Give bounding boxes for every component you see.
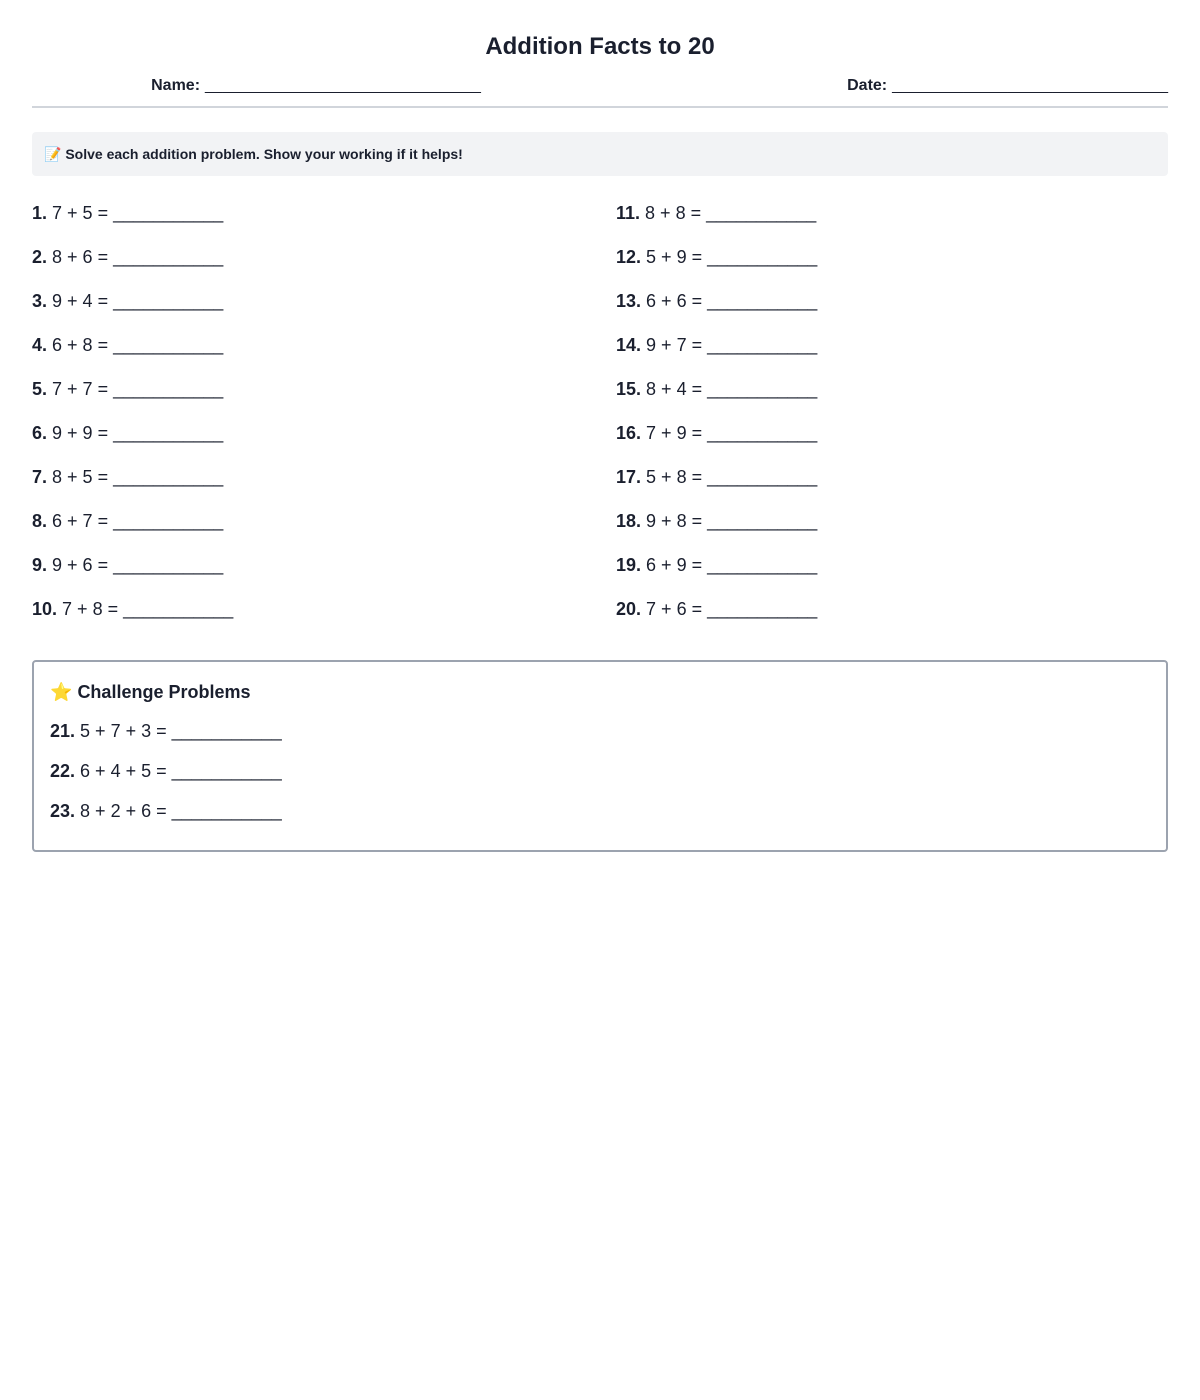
problem-expression: 8 + 8 = — [645, 203, 702, 223]
date-field[interactable]: _______________________________ — [892, 77, 1168, 94]
problem — [50, 800, 1150, 840]
problem-expression: 9 + 4 = — [52, 291, 109, 311]
problem-number: 20. — [616, 599, 642, 619]
problem-number: 19. — [616, 555, 642, 575]
problem-number: 23. — [50, 801, 76, 821]
worksheet — [32, 0, 1168, 1400]
problem-expression: 6 + 9 = — [646, 555, 703, 575]
problem — [32, 334, 584, 378]
problem-expression: 9 + 8 = — [646, 511, 703, 531]
problem-number: 10. — [32, 599, 58, 619]
problem — [616, 598, 1168, 642]
problem-number: 14. — [616, 335, 642, 355]
problem-expression: 9 + 9 = — [52, 423, 109, 443]
problem-expression: 7 + 9 = — [646, 423, 703, 443]
problem — [32, 378, 584, 422]
name-group — [32, 77, 600, 95]
problem-number: 17. — [616, 467, 642, 487]
answer-blank[interactable]: ___________ — [113, 555, 224, 575]
page-title: Addition Facts to 20 — [485, 33, 715, 60]
problem-expression: 8 + 6 = — [52, 247, 109, 267]
problem — [50, 760, 1150, 800]
problem — [32, 202, 584, 246]
problem-number: 2. — [32, 247, 48, 267]
problem — [32, 598, 584, 642]
problem-expression: 7 + 7 = — [52, 379, 109, 399]
problem-expression: 6 + 6 = — [646, 291, 703, 311]
problem-grid — [32, 202, 1168, 642]
problem-number: 11. — [616, 203, 641, 223]
answer-blank[interactable]: ___________ — [113, 247, 224, 267]
problem-expression: 8 + 5 = — [52, 467, 109, 487]
answer-blank[interactable]: ___________ — [706, 203, 817, 223]
problem — [616, 202, 1168, 246]
answer-blank[interactable]: ___________ — [123, 599, 234, 619]
problem — [616, 378, 1168, 422]
challenge-box — [32, 660, 1168, 852]
answer-blank[interactable]: ___________ — [113, 467, 224, 487]
problem-number: 1. — [32, 203, 48, 223]
answer-blank[interactable]: ___________ — [707, 467, 818, 487]
answer-blank[interactable]: ___________ — [707, 335, 818, 355]
problem-expression: 7 + 5 = — [52, 203, 109, 223]
problem-number: 5. — [32, 379, 48, 399]
answer-blank[interactable]: ___________ — [113, 511, 224, 531]
problem-expression: 9 + 7 = — [646, 335, 703, 355]
date-group — [600, 77, 1168, 95]
problem-expression: 7 + 6 = — [646, 599, 703, 619]
problem-number: 12. — [616, 247, 642, 267]
problem-expression: 6 + 4 + 5 = — [80, 761, 167, 781]
problem-number: 21. — [50, 721, 76, 741]
problem-number: 4. — [32, 335, 48, 355]
problem — [616, 334, 1168, 378]
answer-blank[interactable]: ___________ — [113, 203, 224, 223]
problem — [50, 720, 1150, 760]
problem-number: 8. — [32, 511, 48, 531]
problem-number: 16. — [616, 423, 642, 443]
answer-blank[interactable]: ___________ — [707, 555, 818, 575]
challenge-title — [50, 680, 1150, 704]
challenge-title-text: Challenge Problems — [77, 682, 251, 702]
problem — [616, 246, 1168, 290]
memo-icon: 📝 — [44, 145, 62, 162]
instructions-text: Solve each addition problem. Show your working if it helps! — [65, 146, 463, 162]
problem-expression: 6 + 7 = — [52, 511, 109, 531]
problem — [616, 290, 1168, 334]
answer-blank[interactable]: ___________ — [707, 423, 818, 443]
problem-number: 13. — [616, 291, 642, 311]
problem — [32, 246, 584, 290]
problem — [616, 510, 1168, 554]
name-field[interactable]: _______________________________ — [205, 77, 481, 94]
problem — [616, 422, 1168, 466]
problem-expression: 9 + 6 = — [52, 555, 109, 575]
problem-expression: 5 + 7 + 3 = — [80, 721, 167, 741]
answer-blank[interactable]: ___________ — [707, 599, 818, 619]
answer-blank[interactable]: ___________ — [707, 247, 818, 267]
answer-blank[interactable]: ___________ — [113, 335, 224, 355]
answer-blank[interactable]: ___________ — [113, 423, 224, 443]
star-icon: ⭐ — [50, 682, 73, 702]
problem-number: 15. — [616, 379, 642, 399]
problem-number: 18. — [616, 511, 642, 531]
problem-expression: 5 + 8 = — [646, 467, 703, 487]
problem — [32, 554, 584, 598]
challenge-list — [50, 720, 1150, 840]
problem-number: 6. — [32, 423, 48, 443]
problem-expression: 7 + 8 = — [62, 599, 119, 619]
problem-number: 3. — [32, 291, 48, 311]
answer-blank[interactable]: ___________ — [171, 801, 282, 821]
answer-blank[interactable]: ___________ — [171, 721, 282, 741]
problem-number: 9. — [32, 555, 48, 575]
problem-expression: 6 + 8 = — [52, 335, 109, 355]
problem — [616, 554, 1168, 598]
instructions-box — [32, 132, 1168, 176]
name-label: Name: — [151, 77, 201, 94]
problem — [32, 290, 584, 334]
problem-number: 22. — [50, 761, 76, 781]
problem — [32, 510, 584, 554]
problem-number: 7. — [32, 467, 48, 487]
answer-blank[interactable]: ___________ — [707, 379, 818, 399]
answer-blank[interactable]: ___________ — [171, 761, 282, 781]
date-label: Date: — [847, 77, 888, 94]
answer-blank[interactable]: ___________ — [707, 291, 818, 311]
student-info — [32, 77, 1168, 108]
answer-blank[interactable]: ___________ — [707, 511, 818, 531]
problem-expression: 8 + 2 + 6 = — [80, 801, 167, 821]
problem-expression: 5 + 9 = — [646, 247, 703, 267]
problem — [32, 422, 584, 466]
answer-blank[interactable]: ___________ — [113, 291, 224, 311]
problem — [616, 466, 1168, 510]
answer-blank[interactable]: ___________ — [113, 379, 224, 399]
problem — [32, 466, 584, 510]
problem-expression: 8 + 4 = — [646, 379, 703, 399]
